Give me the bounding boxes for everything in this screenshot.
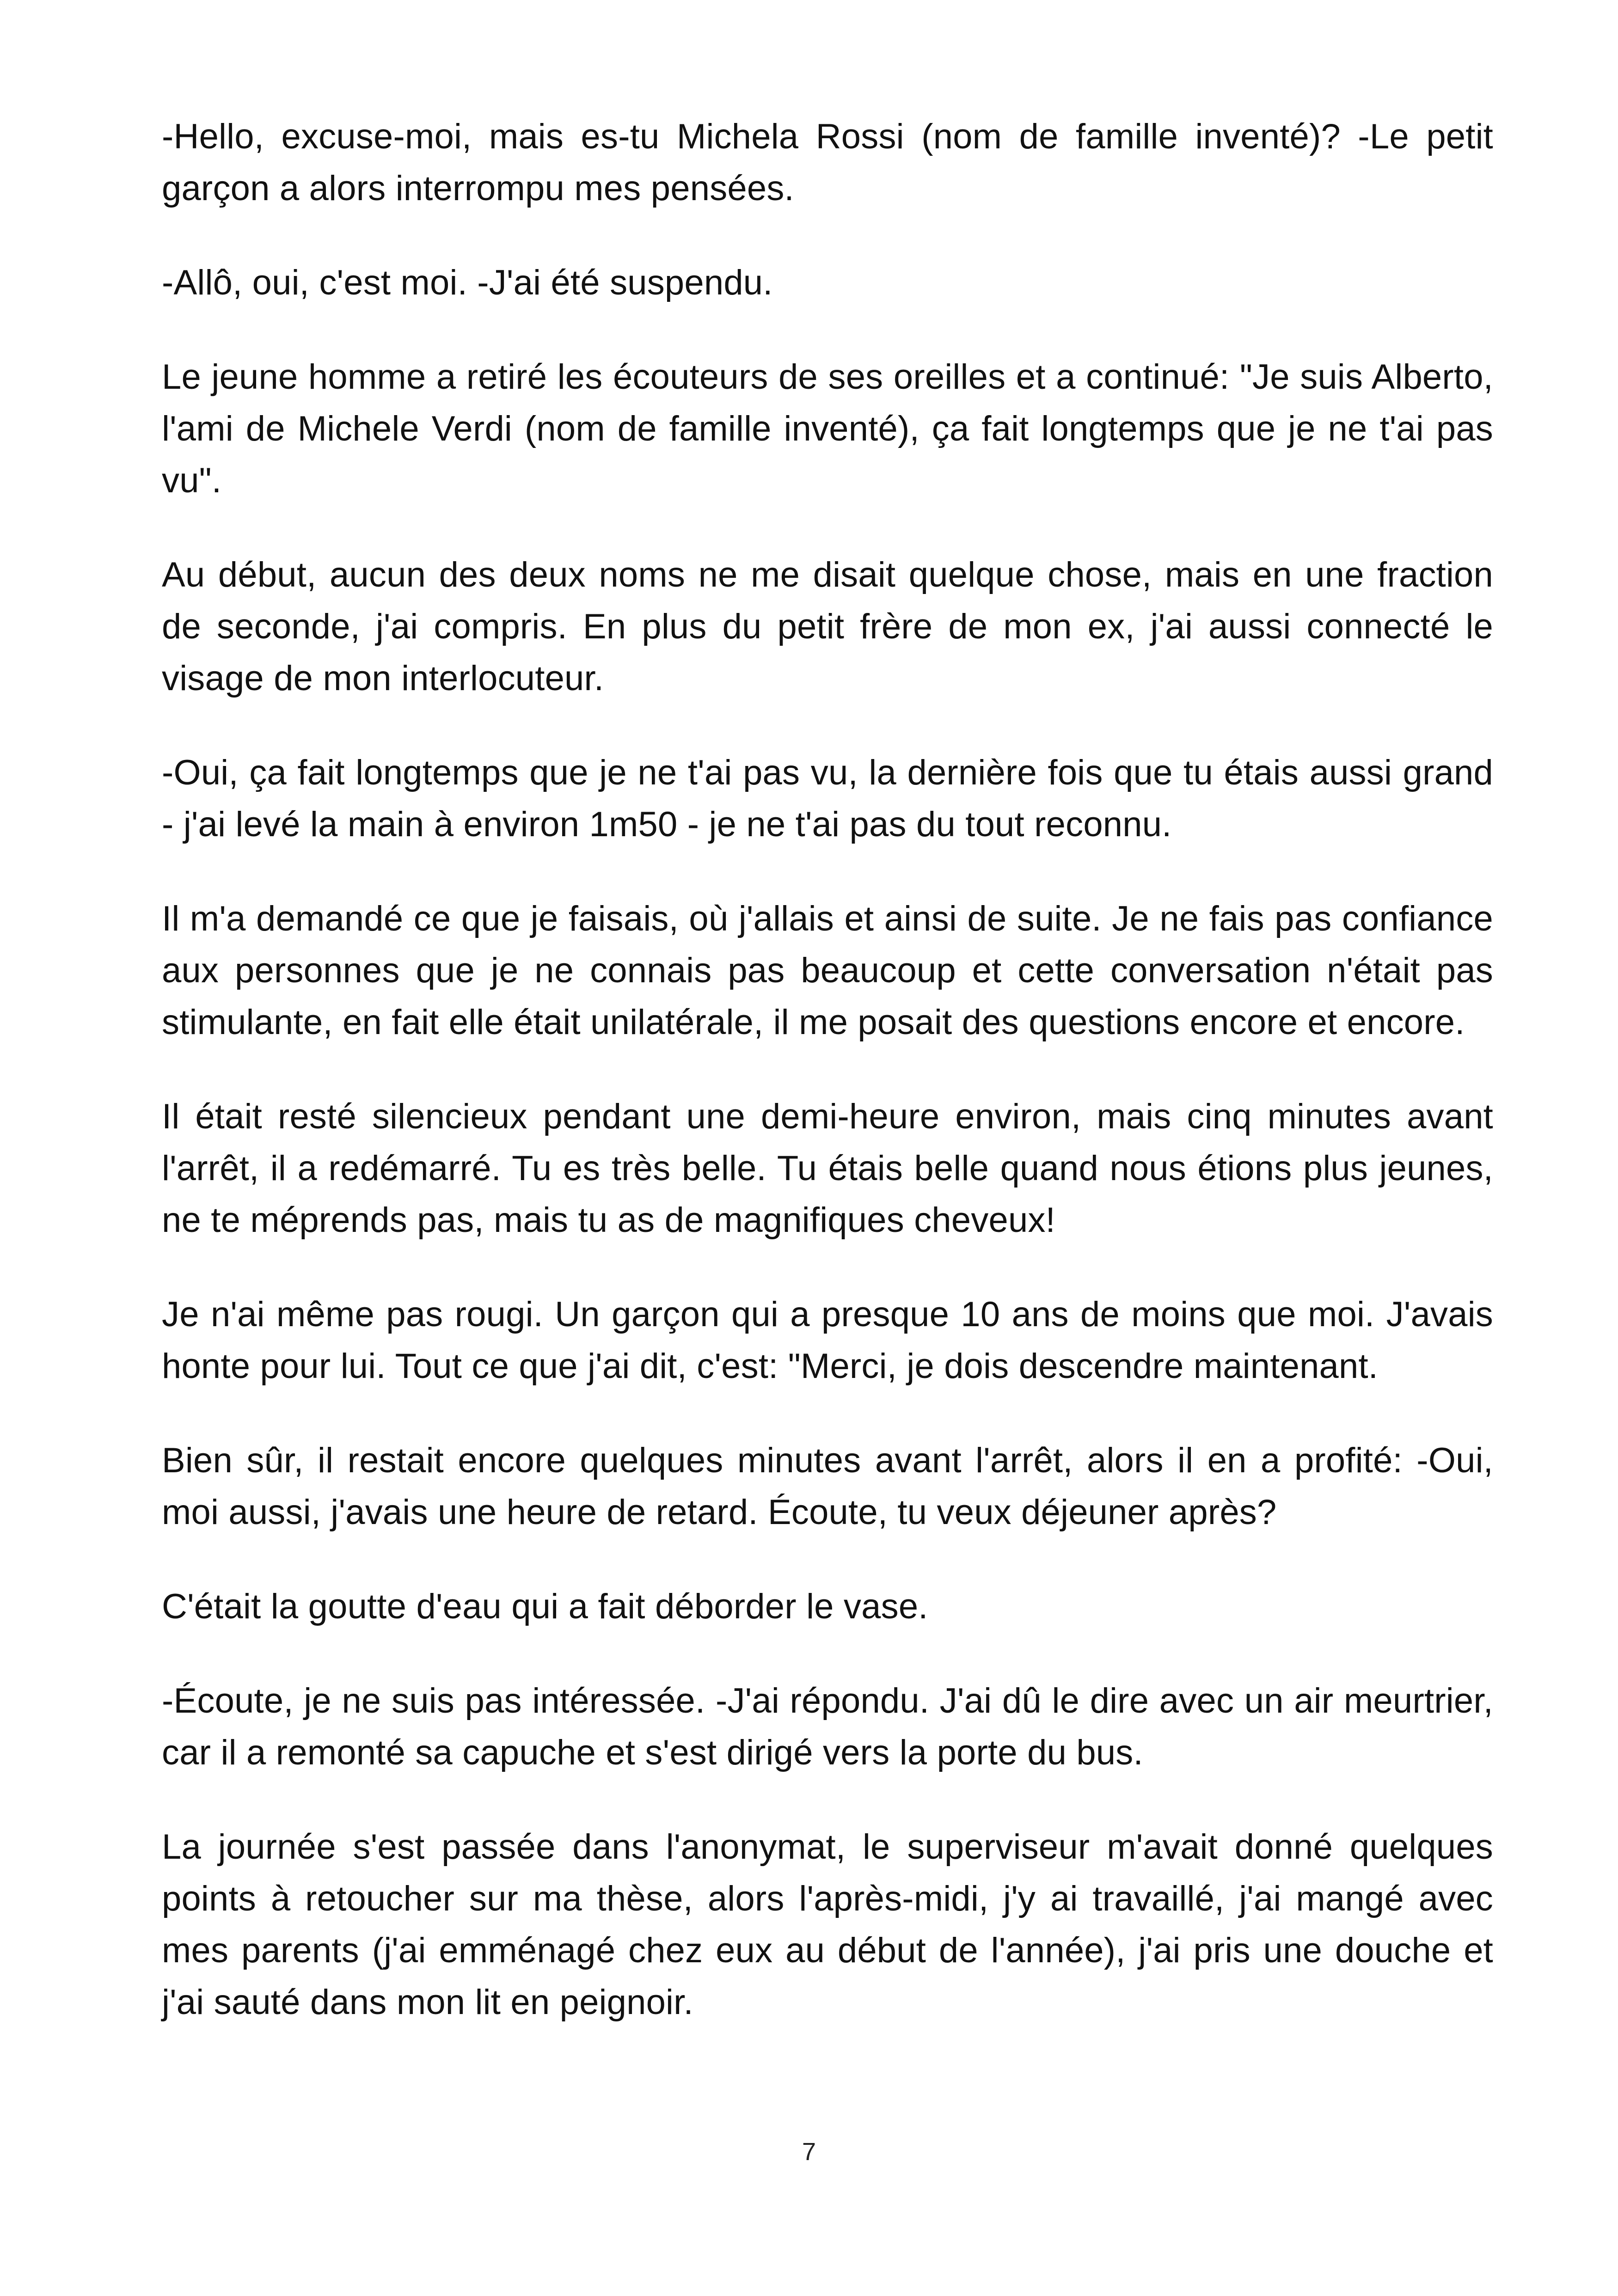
paragraph: Il m'a demandé ce que je faisais, où j'allais et ainsi de suite. Je ne fais pas confiance aux personnes que je ne connais pas beaucoup et cette conversation n'était pas stimulante, en fait elle était unilatérale, il me posait des questions encore et encore.: [162, 899, 1493, 1042]
paragraph: -Hello, excuse-moi, mais es-tu Michela Rossi (nom de famille inventé)? -Le petit garçon a alors interrompu mes pensées.: [162, 117, 1493, 208]
paragraph: -Écoute, je ne suis pas intéressée. -J'ai répondu. J'ai dû le dire avec un air meurtrier, car il a remonté sa capuche et s'est dirigé vers la porte du bus.: [162, 1681, 1493, 1772]
paragraph: Bien sûr, il restait encore quelques minutes avant l'arrêt, alors il en a profité: -Oui, moi aussi, j'avais une heure de retard. Écoute, tu veux déjeuner après?: [162, 1441, 1493, 1532]
paragraph: C'était la goutte d'eau qui a fait déborder le vase.: [162, 1587, 928, 1626]
page-number: 7: [802, 2138, 816, 2166]
paragraph: La journée s'est passée dans l'anonymat, le superviseur m'avait donné quelques points à retoucher sur ma thèse, alors l'après-midi, j'y ai travaillé, j'ai mangé avec mes parents (j'ai emménagé chez eux au début de l'année), j'ai pris une douche et j'ai sauté dans mon lit en peignoir.: [162, 1827, 1493, 2022]
paragraph: Au début, aucun des deux noms ne me disait quelque chose, mais en une fraction de seconde, j'ai compris. En plus du petit frère de mon ex, j'ai aussi connecté le visage de mon interlocuteur.: [162, 555, 1493, 698]
paragraph: Le jeune homme a retiré les écouteurs de ses oreilles et a continué: "Je suis Alberto, l'ami de Michele Verdi (nom de famille inventé), ça fait longtemps que je ne t'ai pas vu".: [162, 357, 1493, 500]
paragraph: Je n'ai même pas rougi. Un garçon qui a presque 10 ans de moins que moi. J'avais honte pour lui. Tout ce que j'ai dit, c'est: "Merci, je dois descendre maintenant.: [162, 1295, 1493, 1386]
paragraph: Il était resté silencieux pendant une demi-heure environ, mais cinq minutes avant l'arrêt, il a redémarré. Tu es très belle. Tu étais belle quand nous étions plus jeunes, ne te méprends pas, mais tu as de magnifiques cheveux!: [162, 1097, 1493, 1240]
document-body: [162, 111, 1493, 2071]
paragraph: -Allô, oui, c'est moi. -J'ai été suspendu.: [162, 263, 773, 302]
paragraph: -Oui, ça fait longtemps que je ne t'ai pas vu, la dernière fois que tu étais aussi grand - j'ai levé la main à environ 1m50 - je ne t'ai pas du tout reconnu.: [162, 753, 1493, 844]
